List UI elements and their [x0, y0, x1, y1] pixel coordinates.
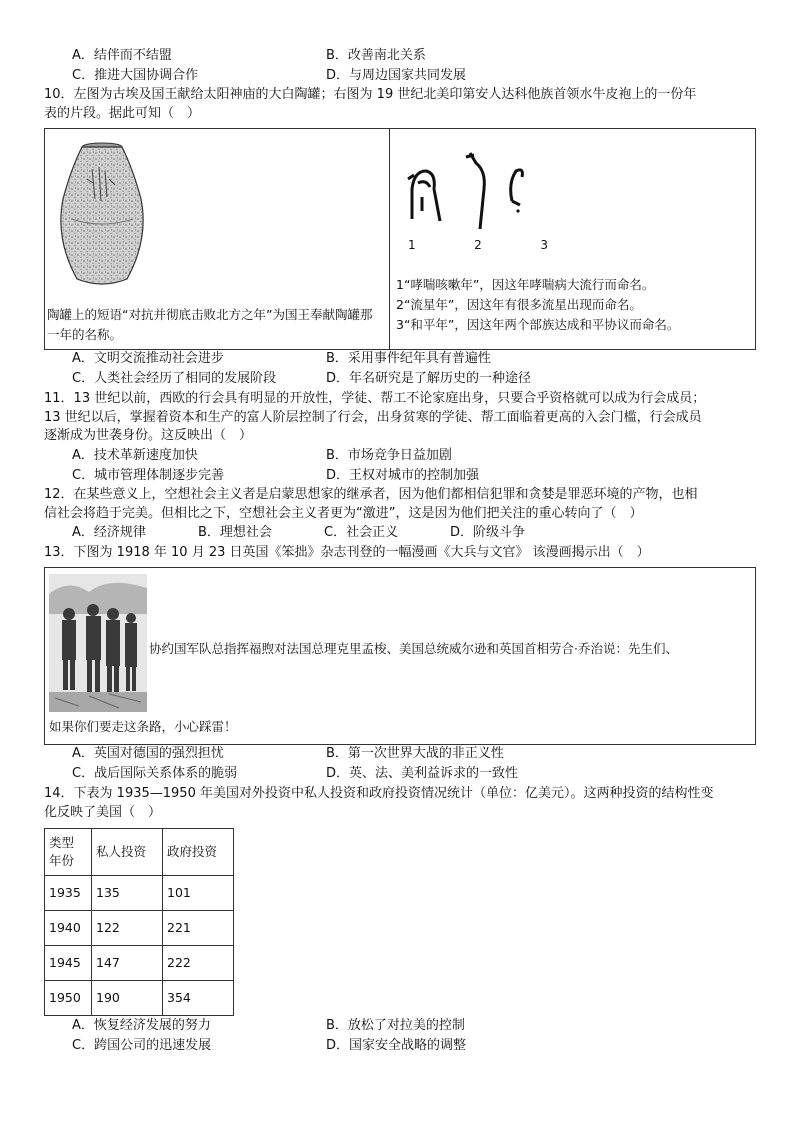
cell-gov: 222	[163, 946, 234, 981]
table-header-row	[45, 829, 234, 876]
table-row	[45, 911, 234, 946]
q11-option-b[interactable]: B．市场竞争日益加剧	[326, 447, 452, 463]
glyph-number-1: 1	[408, 237, 416, 252]
cell-gov: 221	[163, 911, 234, 946]
cell-year: 1945	[45, 946, 92, 981]
corner-label-year: 年份	[49, 853, 75, 869]
q13-option-b[interactable]: B．第一次世界大战的非正义性	[326, 746, 504, 762]
q9-option-c[interactable]: C．推进大国协调合作	[72, 67, 199, 83]
cell-private: 135	[92, 876, 163, 911]
q11-option-c[interactable]: C．城市管理体制逐步完善	[72, 467, 225, 483]
q13-option-d[interactable]: D．英、法、美利益诉求的一致性	[326, 766, 519, 782]
cell-private: 190	[92, 981, 163, 1016]
q13-options-row2	[44, 765, 756, 785]
punch-cartoon-image	[49, 574, 147, 712]
q10-option-d[interactable]: D．年名研究是了解历史的一种途径	[326, 371, 532, 387]
glyph-number-3: 3	[540, 237, 548, 252]
q11-stem-line1: 11．13 世纪以前，西欧的行会具有明显的开放性，学徒、帮工不论家庭出身，只要合乎资格就可以成为行会成员；	[44, 390, 706, 406]
glyph-number-2: 2	[474, 237, 482, 252]
corner-label-type: 类型	[49, 834, 75, 850]
q12-option-d[interactable]: D．阶级斗争	[450, 525, 526, 541]
q10-right-line2: 2“流星年”，因这年有很多流星出现而命名。	[396, 296, 642, 312]
cell-gov: 101	[163, 876, 234, 911]
q12-option-a[interactable]: A．经济规律	[72, 525, 146, 541]
cell-year: 1950	[45, 981, 92, 1016]
q13-caption-line2: 如果你们要走这条路，小心踩雷！	[49, 718, 237, 734]
q10-stem-line2: 表的片段。据此可知（ ）	[44, 105, 201, 121]
q11-option-a[interactable]: A．技术革新速度加快	[72, 447, 198, 463]
table-row	[45, 876, 234, 911]
cell-year: 1935	[45, 876, 92, 911]
q14-option-a[interactable]: A．恢复经济发展的努力	[72, 1018, 211, 1034]
q10-left-panel	[45, 129, 390, 349]
q10-stem-line1: 10．左图为古埃及国王献给太阳神庙的大白陶罐；右图为 19 世纪北美印第安人达科他族首领水牛皮袍上的一份年	[44, 87, 697, 102]
q10-right-caption	[396, 275, 679, 335]
q14-option-d[interactable]: D．国家安全战略的调整	[326, 1038, 467, 1054]
q12-option-b[interactable]: B．理想社会	[198, 525, 272, 541]
q10-right-line1: 1“哮喘咳嗽年”，因这年哮喘病大流行而命名。	[396, 276, 655, 292]
cell-private: 122	[92, 911, 163, 946]
col-header-private: 私人投资	[92, 829, 163, 876]
q9-option-d[interactable]: D．与周边国家共同发展	[326, 67, 467, 83]
q12-options-row	[44, 524, 756, 544]
exam-page	[44, 46, 756, 1056]
q9-option-b[interactable]: B．改善南北关系	[326, 47, 426, 63]
q13-option-c[interactable]: C．战后国际关系体系的脆弱	[72, 766, 238, 782]
q13-caption-line1: 协约国军队总指挥福煦对法国总理克里孟梭、美国总统威尔逊和英国首相劳合·乔治说：先生们、	[149, 640, 678, 656]
q10-left-caption: 陶罐上的短语“对抗并彻底击败北方之年”为国王奉献陶罐那一年的名称。	[47, 306, 373, 342]
egyptian-jar-image	[47, 139, 157, 289]
table-row	[45, 946, 234, 981]
q12-option-c[interactable]: C．社会正义	[324, 525, 399, 541]
q10-option-c[interactable]: C．人类社会经历了相同的发展阶段	[72, 371, 277, 387]
q13-stem: 13．下图为 1918 年 10 月 23 日英国《笨拙》杂志刊登的一幅漫画《大兵与文官》 该漫画揭示出（ ）	[44, 544, 650, 560]
table-row	[45, 981, 234, 1016]
q9-options-row1	[44, 46, 756, 66]
q12-stem-line2: 信社会将趋于完美。但相比之下，空想社会主义者更为“激进”，这是因为他们把关注的重心转向了（ ）	[44, 506, 643, 522]
q10-option-a[interactable]: A．文明交流推动社会进步	[72, 351, 224, 367]
q11-stem-line3: 逐渐成为世袭身份。这反映出（ ）	[44, 428, 253, 444]
q12-stem-line1: 12．在某些意义上，空想社会主义者是启蒙思想家的继承者，因为他们都相信犯罪和贪婪是罪恶环境的产物，也相	[44, 487, 698, 503]
q13-option-a[interactable]: A．英国对德国的强烈担忧	[72, 746, 224, 762]
q11-option-d[interactable]: D．王权对城市的控制加强	[326, 467, 480, 483]
q10-figure-box	[44, 128, 756, 350]
glyph-numbers	[408, 237, 548, 254]
q10-options-row1	[44, 350, 756, 370]
cell-gov: 354	[163, 981, 234, 1016]
cell-year: 1940	[45, 911, 92, 946]
q11-options-row1	[44, 446, 756, 466]
table-corner-cell	[45, 829, 92, 876]
q13-options-row1	[44, 745, 756, 765]
cell-private: 147	[92, 946, 163, 981]
q11-options-row2	[44, 466, 756, 486]
q9-options-row2	[44, 66, 756, 86]
q14-option-c[interactable]: C．跨国公司的迅速发展	[72, 1038, 212, 1054]
investment-table	[44, 828, 234, 1016]
q10-option-b[interactable]: B．采用事件纪年具有普遍性	[326, 351, 491, 367]
q11-stem-line2: 13 世纪以后，掌握着资本和生产的富人阶层控制了行会，出身贫寒的学徒、帮工面临着更高的入会门槛，行会成员	[44, 409, 702, 425]
col-header-gov: 政府投资	[163, 829, 234, 876]
q10-options-row2	[44, 370, 756, 390]
q14-options-row1	[44, 1016, 756, 1036]
q14-option-b[interactable]: B．放松了对拉美的控制	[326, 1018, 465, 1034]
q9-option-a[interactable]: A．结伴而不结盟	[72, 47, 172, 63]
q14-stem-line1: 14．下表为 1935—1950 年美国对外投资中私人投资和政府投资情况统计（单位：亿美元）。这两种投资的结构性变	[44, 785, 714, 801]
q13-figure-box	[44, 567, 756, 745]
q10-right-line3: 3“和平年”，因这年两个部族达成和平协议而命名。	[396, 316, 680, 332]
q14-stem-line2: 化反映了美国（ ）	[44, 804, 162, 820]
q10-right-panel	[390, 129, 755, 349]
q14-options-row2	[44, 1036, 756, 1056]
